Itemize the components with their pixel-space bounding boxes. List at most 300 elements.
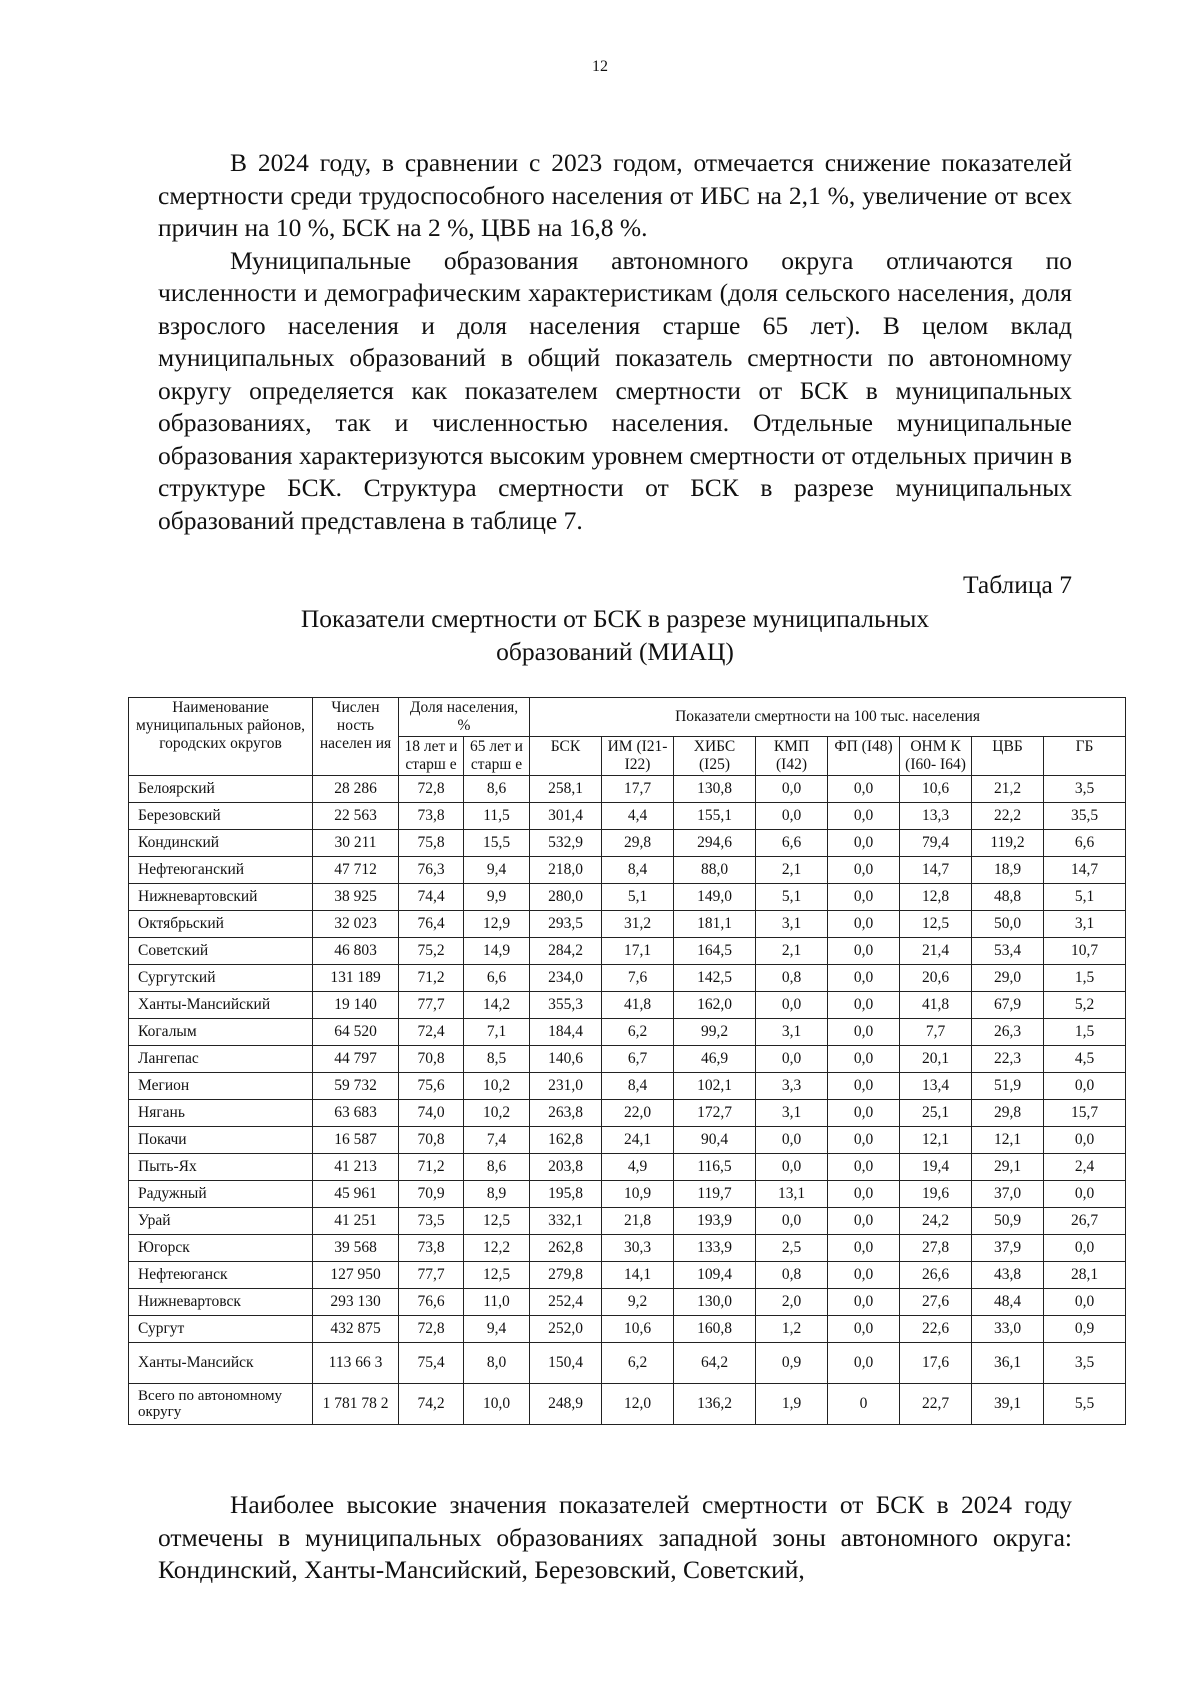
cell-cvb: 53,4 bbox=[972, 938, 1044, 965]
cell-gb: 5,1 bbox=[1044, 884, 1126, 911]
cell-hibs: 193,9 bbox=[674, 1208, 756, 1235]
cell-fp: 0,0 bbox=[828, 1019, 900, 1046]
cell-im: 10,6 bbox=[602, 1316, 674, 1343]
table-row bbox=[129, 1289, 1126, 1316]
cell-name: Когалым bbox=[129, 1019, 313, 1046]
cell-gb: 35,5 bbox=[1044, 803, 1126, 830]
cell-cvb: 21,2 bbox=[972, 776, 1044, 803]
cell-kmp: 1,9 bbox=[756, 1384, 828, 1425]
cell-im: 17,7 bbox=[602, 776, 674, 803]
header-name: Наименование муниципальных районов, городских округов bbox=[129, 698, 313, 776]
header-hibs: ХИБС (I25) bbox=[674, 737, 756, 776]
cell-fp: 0,0 bbox=[828, 1343, 900, 1384]
cell-bsk: 284,2 bbox=[530, 938, 602, 965]
cell-kmp: 3,1 bbox=[756, 911, 828, 938]
table-row bbox=[129, 1154, 1126, 1181]
cell-population: 64 520 bbox=[313, 1019, 399, 1046]
cell-onmk: 13,4 bbox=[900, 1073, 972, 1100]
cell-share-18: 71,2 bbox=[399, 1154, 464, 1181]
cell-bsk: 263,8 bbox=[530, 1100, 602, 1127]
header-onmk: ОНМ К (I60- I64) bbox=[900, 737, 972, 776]
cell-fp: 0,0 bbox=[828, 857, 900, 884]
cell-hibs: 99,2 bbox=[674, 1019, 756, 1046]
cell-share-65: 9,4 bbox=[464, 1316, 530, 1343]
cell-kmp: 2,0 bbox=[756, 1289, 828, 1316]
cell-im: 30,3 bbox=[602, 1235, 674, 1262]
cell-hibs: 64,2 bbox=[674, 1343, 756, 1384]
cell-share-18: 75,4 bbox=[399, 1343, 464, 1384]
cell-kmp: 0,0 bbox=[756, 992, 828, 1019]
cell-onmk: 20,6 bbox=[900, 965, 972, 992]
cell-kmp: 2,1 bbox=[756, 857, 828, 884]
cell-kmp: 0,0 bbox=[756, 1127, 828, 1154]
cell-share-18: 70,8 bbox=[399, 1046, 464, 1073]
table-row bbox=[129, 938, 1126, 965]
table-row bbox=[129, 1019, 1126, 1046]
table-row bbox=[129, 803, 1126, 830]
cell-share-18: 70,8 bbox=[399, 1127, 464, 1154]
cell-fp: 0,0 bbox=[828, 1262, 900, 1289]
cell-share-65: 12,5 bbox=[464, 1262, 530, 1289]
cell-kmp: 0,8 bbox=[756, 965, 828, 992]
cell-bsk: 218,0 bbox=[530, 857, 602, 884]
cell-fp: 0,0 bbox=[828, 1046, 900, 1073]
cell-fp: 0,0 bbox=[828, 1316, 900, 1343]
cell-fp: 0,0 bbox=[828, 1100, 900, 1127]
cell-name: Радужный bbox=[129, 1181, 313, 1208]
cell-im: 24,1 bbox=[602, 1127, 674, 1154]
cell-kmp: 3,3 bbox=[756, 1073, 828, 1100]
cell-fp: 0,0 bbox=[828, 830, 900, 857]
cell-cvb: 18,9 bbox=[972, 857, 1044, 884]
cell-name: Югорск bbox=[129, 1235, 313, 1262]
cell-population: 131 189 bbox=[313, 965, 399, 992]
cell-cvb: 29,0 bbox=[972, 965, 1044, 992]
cell-kmp: 2,5 bbox=[756, 1235, 828, 1262]
cell-im: 6,2 bbox=[602, 1019, 674, 1046]
cell-population: 113 66 3 bbox=[313, 1343, 399, 1384]
cell-share-18: 77,7 bbox=[399, 992, 464, 1019]
cell-onmk: 12,5 bbox=[900, 911, 972, 938]
cell-share-65: 15,5 bbox=[464, 830, 530, 857]
cell-population: 41 251 bbox=[313, 1208, 399, 1235]
cell-gb: 0,0 bbox=[1044, 1127, 1126, 1154]
cell-name: Лангепас bbox=[129, 1046, 313, 1073]
paragraph: Наиболее высокие значения показателей смертности от БСК в 2024 году отмечены в муниципальных образованиях западной зоны автономного округа: Кондинский, Ханты-Мансийский, Березовский, Советский, bbox=[158, 1490, 1072, 1584]
header-gb: ГБ bbox=[1044, 737, 1126, 776]
cell-cvb: 22,3 bbox=[972, 1046, 1044, 1073]
table-row bbox=[129, 830, 1126, 857]
cell-share-65: 12,5 bbox=[464, 1208, 530, 1235]
header-share-18: 18 лет и старш е bbox=[399, 737, 464, 776]
cell-gb: 5,5 bbox=[1044, 1384, 1126, 1425]
cell-kmp: 3,1 bbox=[756, 1019, 828, 1046]
cell-population: 28 286 bbox=[313, 776, 399, 803]
cell-kmp: 6,6 bbox=[756, 830, 828, 857]
cell-population: 59 732 bbox=[313, 1073, 399, 1100]
cell-share-18: 77,7 bbox=[399, 1262, 464, 1289]
cell-name: Ханты-Мансийск bbox=[129, 1343, 313, 1384]
cell-share-18: 73,5 bbox=[399, 1208, 464, 1235]
cell-name: Ханты-Мансийский bbox=[129, 992, 313, 1019]
cell-im: 5,1 bbox=[602, 884, 674, 911]
cell-name: Нягань bbox=[129, 1100, 313, 1127]
paragraph: В 2024 году, в сравнении с 2023 годом, отмечается снижение показателей смертности среди трудоспособного населения от ИБС на 2,1 %, увеличение от всех причин на 10 %, БСК на 2 %, ЦВБ на 16,8 %. bbox=[158, 148, 1072, 242]
header-share-group: Доля населения, % bbox=[399, 698, 530, 737]
cell-hibs: 119,7 bbox=[674, 1181, 756, 1208]
table-row bbox=[129, 1073, 1126, 1100]
cell-cvb: 26,3 bbox=[972, 1019, 1044, 1046]
cell-bsk: 248,9 bbox=[530, 1384, 602, 1425]
cell-name: Октябрьский bbox=[129, 911, 313, 938]
cell-population: 293 130 bbox=[313, 1289, 399, 1316]
cell-fp: 0 bbox=[828, 1384, 900, 1425]
cell-cvb: 67,9 bbox=[972, 992, 1044, 1019]
cell-share-18: 72,8 bbox=[399, 1316, 464, 1343]
cell-share-65: 10,2 bbox=[464, 1073, 530, 1100]
table-row bbox=[129, 1127, 1126, 1154]
cell-cvb: 29,1 bbox=[972, 1154, 1044, 1181]
cell-hibs: 294,6 bbox=[674, 830, 756, 857]
table-row bbox=[129, 911, 1126, 938]
table-row bbox=[129, 1235, 1126, 1262]
cell-gb: 5,2 bbox=[1044, 992, 1126, 1019]
table-row bbox=[129, 857, 1126, 884]
table-row bbox=[129, 1343, 1126, 1384]
cell-bsk: 301,4 bbox=[530, 803, 602, 830]
cell-bsk: 150,4 bbox=[530, 1343, 602, 1384]
cell-bsk: 203,8 bbox=[530, 1154, 602, 1181]
cell-bsk: 293,5 bbox=[530, 911, 602, 938]
cell-cvb: 50,0 bbox=[972, 911, 1044, 938]
cell-im: 22,0 bbox=[602, 1100, 674, 1127]
cell-bsk: 262,8 bbox=[530, 1235, 602, 1262]
cell-share-65: 14,2 bbox=[464, 992, 530, 1019]
cell-im: 41,8 bbox=[602, 992, 674, 1019]
cell-onmk: 12,8 bbox=[900, 884, 972, 911]
cell-share-65: 7,1 bbox=[464, 1019, 530, 1046]
intro-text bbox=[158, 147, 1072, 537]
cell-fp: 0,0 bbox=[828, 965, 900, 992]
cell-fp: 0,0 bbox=[828, 1289, 900, 1316]
cell-im: 6,7 bbox=[602, 1046, 674, 1073]
cell-share-18: 72,4 bbox=[399, 1019, 464, 1046]
cell-name: Покачи bbox=[129, 1127, 313, 1154]
cell-share-18: 73,8 bbox=[399, 803, 464, 830]
cell-onmk: 12,1 bbox=[900, 1127, 972, 1154]
cell-share-65: 8,6 bbox=[464, 1154, 530, 1181]
cell-hibs: 162,0 bbox=[674, 992, 756, 1019]
cell-name: Нижневартовский bbox=[129, 884, 313, 911]
cell-cvb: 33,0 bbox=[972, 1316, 1044, 1343]
cell-hibs: 136,2 bbox=[674, 1384, 756, 1425]
cell-hibs: 102,1 bbox=[674, 1073, 756, 1100]
cell-name: Мегион bbox=[129, 1073, 313, 1100]
cell-bsk: 195,8 bbox=[530, 1181, 602, 1208]
cell-name: Нижневартовск bbox=[129, 1289, 313, 1316]
cell-cvb: 48,8 bbox=[972, 884, 1044, 911]
cell-hibs: 149,0 bbox=[674, 884, 756, 911]
cell-population: 38 925 bbox=[313, 884, 399, 911]
cell-fp: 0,0 bbox=[828, 1181, 900, 1208]
cell-share-18: 73,8 bbox=[399, 1235, 464, 1262]
cell-kmp: 0,0 bbox=[756, 1046, 828, 1073]
cell-hibs: 133,9 bbox=[674, 1235, 756, 1262]
cell-onmk: 13,3 bbox=[900, 803, 972, 830]
cell-im: 31,2 bbox=[602, 911, 674, 938]
header-bsk: БСК bbox=[530, 737, 602, 776]
cell-onmk: 22,7 bbox=[900, 1384, 972, 1425]
table-row bbox=[129, 1046, 1126, 1073]
cell-bsk: 162,8 bbox=[530, 1127, 602, 1154]
cell-hibs: 142,5 bbox=[674, 965, 756, 992]
cell-im: 12,0 bbox=[602, 1384, 674, 1425]
mortality-table-wrapper bbox=[128, 697, 1125, 1425]
table-title-line: Показатели смертности от БСК в разрезе муниципальных bbox=[300, 604, 930, 633]
table-row bbox=[129, 1262, 1126, 1289]
cell-onmk: 26,6 bbox=[900, 1262, 972, 1289]
cell-hibs: 130,8 bbox=[674, 776, 756, 803]
cell-hibs: 181,1 bbox=[674, 911, 756, 938]
cell-population: 22 563 bbox=[313, 803, 399, 830]
cell-gb: 10,7 bbox=[1044, 938, 1126, 965]
cell-hibs: 172,7 bbox=[674, 1100, 756, 1127]
cell-cvb: 51,9 bbox=[972, 1073, 1044, 1100]
page-number: 12 bbox=[592, 58, 608, 75]
cell-gb: 0,0 bbox=[1044, 1073, 1126, 1100]
cell-gb: 26,7 bbox=[1044, 1208, 1126, 1235]
cell-onmk: 27,8 bbox=[900, 1235, 972, 1262]
cell-fp: 0,0 bbox=[828, 803, 900, 830]
cell-kmp: 0,0 bbox=[756, 1208, 828, 1235]
cell-cvb: 22,2 bbox=[972, 803, 1044, 830]
cell-im: 10,9 bbox=[602, 1181, 674, 1208]
cell-kmp: 1,2 bbox=[756, 1316, 828, 1343]
cell-name: Белоярский bbox=[129, 776, 313, 803]
cell-share-18: 76,4 bbox=[399, 911, 464, 938]
cell-fp: 0,0 bbox=[828, 911, 900, 938]
cell-population: 32 023 bbox=[313, 911, 399, 938]
cell-cvb: 12,1 bbox=[972, 1127, 1044, 1154]
cell-share-18: 74,0 bbox=[399, 1100, 464, 1127]
cell-im: 29,8 bbox=[602, 830, 674, 857]
table-row bbox=[129, 884, 1126, 911]
cell-cvb: 119,2 bbox=[972, 830, 1044, 857]
cell-gb: 6,6 bbox=[1044, 830, 1126, 857]
header-kmp: КМП (I42) bbox=[756, 737, 828, 776]
cell-onmk: 25,1 bbox=[900, 1100, 972, 1127]
cell-name: Урай bbox=[129, 1208, 313, 1235]
header-im: ИМ (I21- I22) bbox=[602, 737, 674, 776]
cell-im: 8,4 bbox=[602, 857, 674, 884]
cell-fp: 0,0 bbox=[828, 1127, 900, 1154]
table-row bbox=[129, 1181, 1126, 1208]
cell-share-65: 9,9 bbox=[464, 884, 530, 911]
cell-gb: 2,4 bbox=[1044, 1154, 1126, 1181]
cell-share-18: 75,6 bbox=[399, 1073, 464, 1100]
cell-im: 8,4 bbox=[602, 1073, 674, 1100]
cell-share-18: 76,6 bbox=[399, 1289, 464, 1316]
cell-cvb: 29,8 bbox=[972, 1100, 1044, 1127]
cell-gb: 14,7 bbox=[1044, 857, 1126, 884]
cell-name: Нефтеюганский bbox=[129, 857, 313, 884]
cell-kmp: 0,8 bbox=[756, 1262, 828, 1289]
table-row bbox=[129, 1384, 1126, 1425]
cell-gb: 0,9 bbox=[1044, 1316, 1126, 1343]
cell-im: 14,1 bbox=[602, 1262, 674, 1289]
cell-im: 21,8 bbox=[602, 1208, 674, 1235]
cell-share-18: 71,2 bbox=[399, 965, 464, 992]
cell-bsk: 252,0 bbox=[530, 1316, 602, 1343]
cell-bsk: 184,4 bbox=[530, 1019, 602, 1046]
cell-share-65: 12,9 bbox=[464, 911, 530, 938]
cell-share-18: 74,2 bbox=[399, 1384, 464, 1425]
cell-onmk: 27,6 bbox=[900, 1289, 972, 1316]
cell-bsk: 279,8 bbox=[530, 1262, 602, 1289]
cell-gb: 3,1 bbox=[1044, 911, 1126, 938]
cell-hibs: 164,5 bbox=[674, 938, 756, 965]
cell-hibs: 90,4 bbox=[674, 1127, 756, 1154]
cell-name: Кондинский bbox=[129, 830, 313, 857]
cell-share-65: 8,0 bbox=[464, 1343, 530, 1384]
cell-onmk: 7,7 bbox=[900, 1019, 972, 1046]
cell-hibs: 160,8 bbox=[674, 1316, 756, 1343]
cell-share-65: 7,4 bbox=[464, 1127, 530, 1154]
cell-gb: 0,0 bbox=[1044, 1235, 1126, 1262]
cell-gb: 1,5 bbox=[1044, 1019, 1126, 1046]
cell-population: 63 683 bbox=[313, 1100, 399, 1127]
cell-onmk: 41,8 bbox=[900, 992, 972, 1019]
cell-bsk: 355,3 bbox=[530, 992, 602, 1019]
cell-fp: 0,0 bbox=[828, 1073, 900, 1100]
header-cvb: ЦВБ bbox=[972, 737, 1044, 776]
cell-share-65: 14,9 bbox=[464, 938, 530, 965]
cell-bsk: 258,1 bbox=[530, 776, 602, 803]
cell-cvb: 36,1 bbox=[972, 1343, 1044, 1384]
cell-kmp: 5,1 bbox=[756, 884, 828, 911]
header-population: Числен ность населен ия bbox=[313, 698, 399, 776]
cell-bsk: 280,0 bbox=[530, 884, 602, 911]
cell-onmk: 21,4 bbox=[900, 938, 972, 965]
cell-share-18: 72,8 bbox=[399, 776, 464, 803]
table-title bbox=[158, 603, 1072, 668]
cell-population: 47 712 bbox=[313, 857, 399, 884]
cell-cvb: 43,8 bbox=[972, 1262, 1044, 1289]
cell-share-18: 74,4 bbox=[399, 884, 464, 911]
cell-population: 30 211 bbox=[313, 830, 399, 857]
cell-hibs: 88,0 bbox=[674, 857, 756, 884]
cell-cvb: 48,4 bbox=[972, 1289, 1044, 1316]
cell-onmk: 19,6 bbox=[900, 1181, 972, 1208]
cell-population: 127 950 bbox=[313, 1262, 399, 1289]
cell-bsk: 231,0 bbox=[530, 1073, 602, 1100]
cell-fp: 0,0 bbox=[828, 776, 900, 803]
cell-kmp: 2,1 bbox=[756, 938, 828, 965]
cell-hibs: 116,5 bbox=[674, 1154, 756, 1181]
cell-share-18: 75,8 bbox=[399, 830, 464, 857]
cell-fp: 0,0 bbox=[828, 1235, 900, 1262]
cell-bsk: 532,9 bbox=[530, 830, 602, 857]
cell-hibs: 130,0 bbox=[674, 1289, 756, 1316]
cell-share-65: 11,0 bbox=[464, 1289, 530, 1316]
cell-cvb: 39,1 bbox=[972, 1384, 1044, 1425]
cell-gb: 3,5 bbox=[1044, 776, 1126, 803]
mortality-table bbox=[128, 697, 1126, 1425]
cell-population: 41 213 bbox=[313, 1154, 399, 1181]
cell-fp: 0,0 bbox=[828, 884, 900, 911]
cell-name: Нефтеюганск bbox=[129, 1262, 313, 1289]
cell-onmk: 14,7 bbox=[900, 857, 972, 884]
cell-gb: 4,5 bbox=[1044, 1046, 1126, 1073]
cell-onmk: 24,2 bbox=[900, 1208, 972, 1235]
cell-share-65: 8,6 bbox=[464, 776, 530, 803]
header-share-65: 65 лет и старш е bbox=[464, 737, 530, 776]
cell-onmk: 79,4 bbox=[900, 830, 972, 857]
cell-share-65: 6,6 bbox=[464, 965, 530, 992]
cell-hibs: 46,9 bbox=[674, 1046, 756, 1073]
table-row bbox=[129, 776, 1126, 803]
table-row bbox=[129, 965, 1126, 992]
cell-onmk: 17,6 bbox=[900, 1343, 972, 1384]
table-title-line: образований (МИАЦ) bbox=[496, 636, 734, 666]
cell-share-65: 11,5 bbox=[464, 803, 530, 830]
cell-im: 17,1 bbox=[602, 938, 674, 965]
cell-share-65: 12,2 bbox=[464, 1235, 530, 1262]
cell-kmp: 0,0 bbox=[756, 1154, 828, 1181]
conclusion-text bbox=[158, 1489, 1072, 1587]
cell-population: 432 875 bbox=[313, 1316, 399, 1343]
cell-kmp: 3,1 bbox=[756, 1100, 828, 1127]
cell-share-65: 9,4 bbox=[464, 857, 530, 884]
cell-population: 1 781 78 2 bbox=[313, 1384, 399, 1425]
cell-population: 46 803 bbox=[313, 938, 399, 965]
cell-share-18: 76,3 bbox=[399, 857, 464, 884]
cell-name: Сургутский bbox=[129, 965, 313, 992]
header-fp: ФП (I48) bbox=[828, 737, 900, 776]
table-label: Таблица 7 bbox=[962, 570, 1072, 599]
cell-bsk: 252,4 bbox=[530, 1289, 602, 1316]
cell-share-65: 8,5 bbox=[464, 1046, 530, 1073]
cell-population: 44 797 bbox=[313, 1046, 399, 1073]
cell-name: Советский bbox=[129, 938, 313, 965]
cell-im: 9,2 bbox=[602, 1289, 674, 1316]
cell-gb: 28,1 bbox=[1044, 1262, 1126, 1289]
cell-bsk: 332,1 bbox=[530, 1208, 602, 1235]
cell-fp: 0,0 bbox=[828, 992, 900, 1019]
cell-gb: 1,5 bbox=[1044, 965, 1126, 992]
cell-kmp: 0,0 bbox=[756, 776, 828, 803]
table-body bbox=[129, 776, 1126, 1425]
cell-im: 7,6 bbox=[602, 965, 674, 992]
cell-fp: 0,0 bbox=[828, 1154, 900, 1181]
table-row bbox=[129, 1208, 1126, 1235]
cell-onmk: 22,6 bbox=[900, 1316, 972, 1343]
cell-bsk: 234,0 bbox=[530, 965, 602, 992]
cell-kmp: 13,1 bbox=[756, 1181, 828, 1208]
cell-hibs: 109,4 bbox=[674, 1262, 756, 1289]
cell-fp: 0,0 bbox=[828, 938, 900, 965]
cell-cvb: 37,0 bbox=[972, 1181, 1044, 1208]
cell-im: 4,9 bbox=[602, 1154, 674, 1181]
cell-kmp: 0,0 bbox=[756, 803, 828, 830]
cell-name: Всего по автономному округу bbox=[129, 1384, 313, 1425]
cell-population: 45 961 bbox=[313, 1181, 399, 1208]
cell-share-65: 8,9 bbox=[464, 1181, 530, 1208]
cell-onmk: 19,4 bbox=[900, 1154, 972, 1181]
cell-fp: 0,0 bbox=[828, 1208, 900, 1235]
cell-name: Березовский bbox=[129, 803, 313, 830]
header-mortality-group: Показатели смертности на 100 тыс. населения bbox=[530, 698, 1126, 737]
